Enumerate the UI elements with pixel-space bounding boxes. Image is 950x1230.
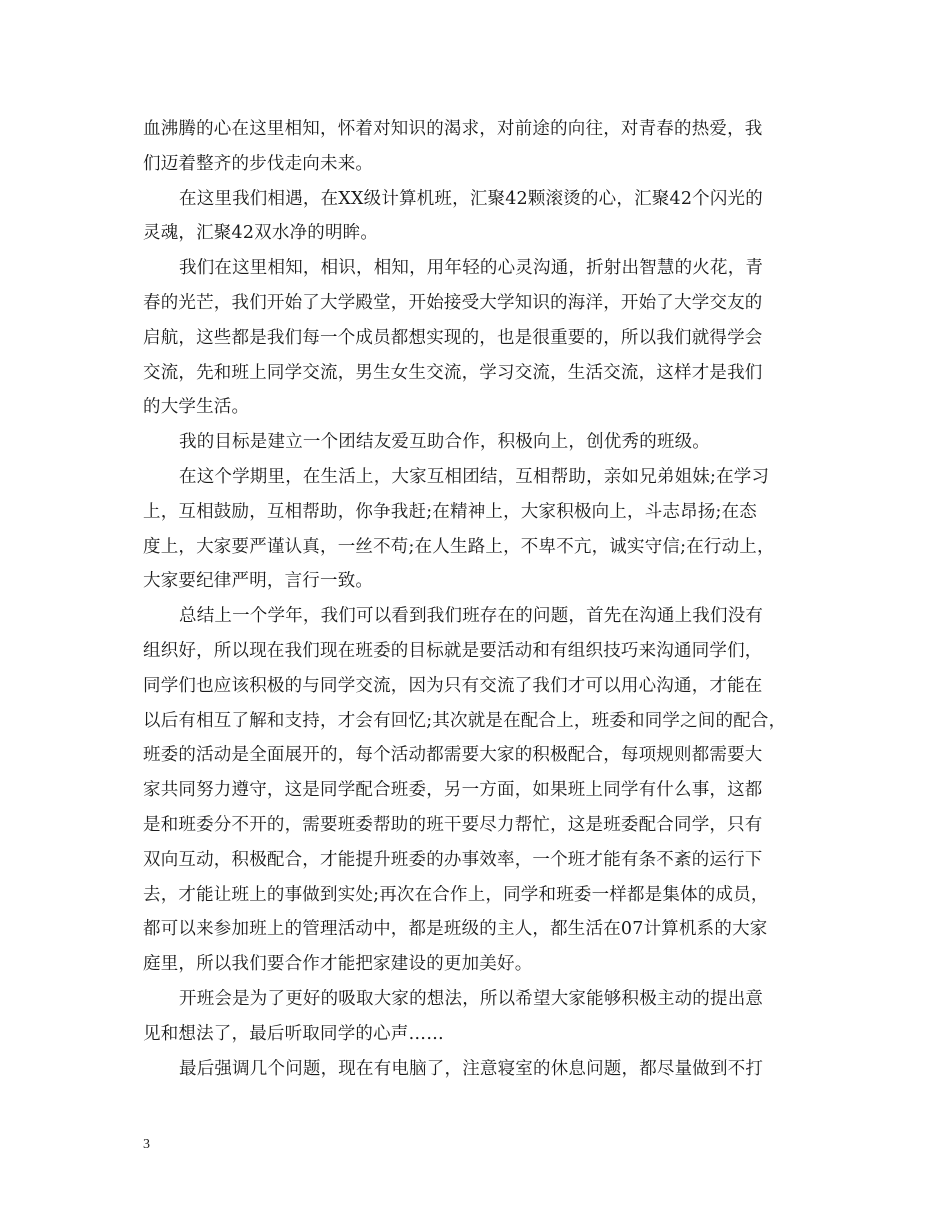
text-line: 都可以来参加班上的管理活动中，都是班级的主人，都生活在07计算机系的大家 <box>143 919 768 940</box>
text-line: 我的目标是建立一个团结友爱互助合作，积极向上，创优秀的班级。 <box>179 432 710 453</box>
text-line: 启航，这些都是我们每一个成员都想实现的，也是很重要的，所以我们就得学会 <box>143 327 763 348</box>
text-line: 班委的活动是全面展开的，每个活动都需要大家的积极配合，每项规则都需要大 <box>143 745 763 766</box>
text-line: 度上，大家要严谨认真，一丝不苟;在人生路上，不卑不亢，诚实守信;在行动上， <box>143 536 775 557</box>
text-line: 灵魂，汇聚42双水净的明眸。 <box>143 223 379 244</box>
text-line: 家共同努力遵守，这是同学配合班委，另一方面，如果班上同学有什么事，这都 <box>143 780 763 801</box>
text-line: 见和想法了，最后听取同学的心声…… <box>143 1023 444 1044</box>
text-line: 我们在这里相知，相识，相知，用年轻的心灵沟通，折射出智慧的火花，青 <box>179 258 764 279</box>
text-line: 组织好，所以现在我们现在班委的目标就是要活动和有组织技巧来沟通同学们， <box>143 640 763 661</box>
text-line: 上，互相鼓励，互相帮助，你争我赶;在精神上，大家积极向上，斗志昂扬;在态 <box>143 501 757 522</box>
text-line: 的大学生活。 <box>143 397 250 418</box>
text-line: 血沸腾的心在这里相知，怀着对知识的渴求，对前途的向往，对青春的热爱，我 <box>143 119 763 139</box>
text-line: 大家要纪律严明，言行一致。 <box>143 571 374 592</box>
text-line: 是和班委分不开的，需要班委帮助的班干要尽力帮忙，这是班委配合同学，只有 <box>143 814 763 835</box>
page-number: 3 <box>143 1137 150 1152</box>
text-line: 在这里我们相遇，在XX级计算机班，汇聚42颗滚烫的心，汇聚42个闪光的 <box>179 188 763 209</box>
text-line: 最后强调几个问题，现在有电脑了，注意寝室的休息问题，都尽量做到不打 <box>179 1058 764 1079</box>
text-line: 交流，先和班上同学交流，男生女生交流，学习交流，生活交流，这样才是我们 <box>143 362 763 383</box>
document-body <box>143 112 823 1086</box>
text-line: 在这个学期里，在生活上，大家互相团结，互相帮助，亲如兄弟姐妹;在学习 <box>179 466 770 487</box>
text-line: 春的光芒，我们开始了大学殿堂，开始接受大学知识的海洋，开始了大学交友的 <box>143 292 763 313</box>
text-line: 们迈着整齐的步伐走向未来。 <box>143 153 374 174</box>
text-line: 同学们也应该积极的与同学交流，因为只有交流了我们才可以用心沟通，才能在 <box>143 675 763 696</box>
text-line: 开班会是为了更好的吸取大家的想法，所以希望大家能够积极主动的提出意 <box>179 988 764 1009</box>
text-line: 庭里，所以我们要合作才能把家建设的更加美好。 <box>143 954 533 975</box>
text-line: 总结上一个学年，我们可以看到我们班存在的问题，首先在沟通上我们没有 <box>179 606 764 627</box>
text-line: 双向互动，积极配合，才能提升班委的办事效率，一个班才能有条不紊的运行下 <box>143 849 763 870</box>
text-line: 以后有相互了解和支持，才会有回忆;其次就是在配合上，班委和同学之间的配合， <box>143 710 787 731</box>
text-line: 去，才能让班上的事做到实处;再次在合作上，同学和班委一样都是集体的成员， <box>143 884 769 905</box>
